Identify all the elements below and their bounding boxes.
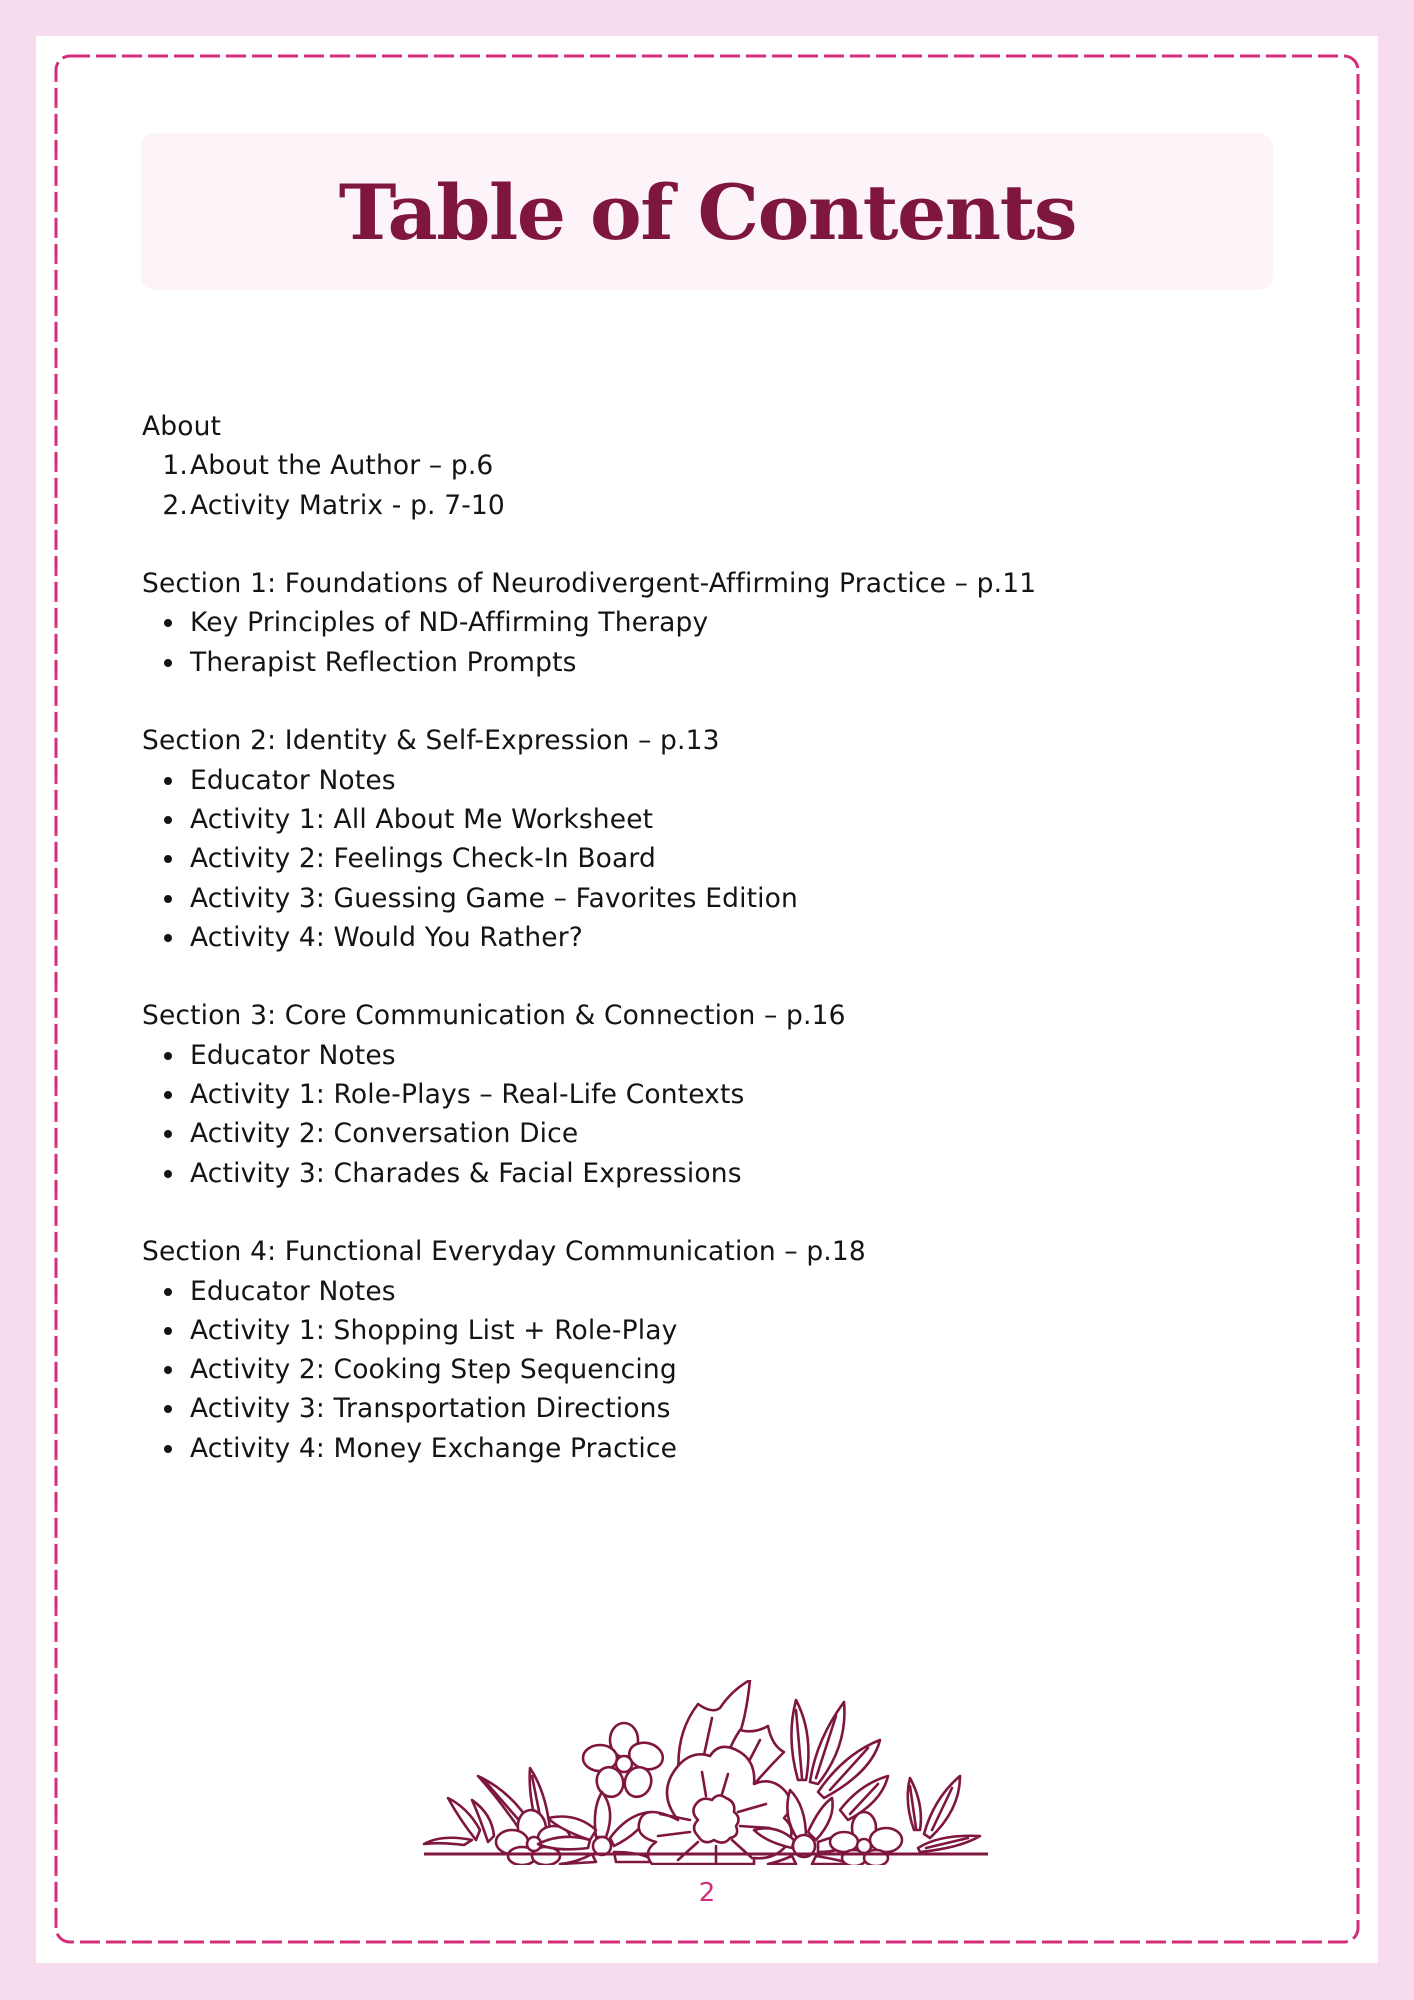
toc-item-label: Activity Matrix - p. 7-10 — [190, 489, 505, 521]
toc-heading-section-1[interactable]: Section 1: Foundations of Neurodivergent-Affirming Practice – p.11 — [142, 568, 1037, 600]
toc-item[interactable] — [142, 486, 1242, 525]
bullet-icon — [164, 659, 172, 667]
toc-heading-section-2[interactable]: Section 2: Identity & Self-Expression – p.13 — [142, 725, 720, 757]
toc-item[interactable] — [142, 1350, 1242, 1389]
toc-item[interactable] — [142, 1429, 1242, 1468]
toc-item-label: Activity 2: Conversation Dice — [190, 1118, 579, 1150]
toc-item-label: Activity 1: All About Me Worksheet — [190, 803, 654, 835]
toc-item-label: Activity 2: Feelings Check-In Board — [190, 843, 656, 875]
toc-group-section-1 — [142, 564, 1242, 682]
bullet-icon — [164, 1091, 172, 1099]
toc-group-section-4 — [142, 1232, 1242, 1468]
bullet-icon — [164, 855, 172, 863]
bullet-icon — [164, 1445, 172, 1453]
toc-item[interactable] — [142, 800, 1242, 839]
toc-item-label: Activity 1: Role-Plays – Real-Life Contexts — [190, 1079, 745, 1111]
toc-item[interactable] — [142, 1154, 1242, 1193]
toc-item-label: Educator Notes — [190, 764, 396, 796]
toc-item-label: Activity 1: Shopping List + Role-Play — [190, 1314, 678, 1346]
toc-group-section-2 — [142, 721, 1242, 957]
toc-item[interactable] — [142, 839, 1242, 878]
bullet-icon — [164, 777, 172, 785]
bullet-icon — [164, 1405, 172, 1413]
toc-item[interactable] — [142, 603, 1242, 642]
bullet-icon — [164, 1052, 172, 1060]
toc-group-about — [142, 407, 1242, 525]
toc-item-label: About the Author – p.6 — [190, 450, 494, 482]
toc-item[interactable] — [142, 1075, 1242, 1114]
floral-line-art-icon — [420, 1680, 995, 1865]
toc-item[interactable] — [142, 1311, 1242, 1350]
toc-item[interactable] — [142, 1036, 1242, 1075]
bullet-icon — [164, 816, 172, 824]
bullet-icon — [164, 1327, 172, 1335]
bullet-icon — [164, 619, 172, 627]
toc-heading-section-4[interactable]: Section 4: Functional Everyday Communication – p.18 — [142, 1236, 866, 1268]
toc-item[interactable] — [142, 1272, 1242, 1311]
page-title: Table of Contents — [338, 167, 1076, 257]
toc-item-label: Therapist Reflection Prompts — [190, 646, 577, 678]
toc-group-section-3 — [142, 996, 1242, 1192]
toc-item-label: Activity 4: Money Exchange Practice — [190, 1432, 678, 1464]
toc-item-label: Activity 4: Would You Rather? — [190, 921, 583, 953]
bullet-icon — [164, 1288, 172, 1296]
toc-item-label: Activity 3: Charades & Facial Expressions — [190, 1157, 742, 1189]
title-banner — [141, 133, 1273, 290]
toc-item-label: Activity 2: Cooking Step Sequencing — [190, 1354, 677, 1386]
bullet-icon — [164, 895, 172, 903]
toc-item-label: Key Principles of ND-Affirming Therapy — [190, 607, 709, 639]
page-number: 2 — [698, 1878, 716, 1908]
toc-item[interactable] — [142, 1114, 1242, 1153]
table-of-contents — [142, 407, 1242, 1507]
toc-item-label: Activity 3: Guessing Game – Favorites Edition — [190, 882, 798, 914]
toc-item-label: Educator Notes — [190, 1275, 396, 1307]
toc-item[interactable] — [142, 1389, 1242, 1428]
toc-item[interactable] — [142, 643, 1242, 682]
list-number: 2. — [162, 489, 188, 521]
toc-heading-section-3[interactable]: Section 3: Core Communication & Connection – p.16 — [142, 1000, 846, 1032]
bullet-icon — [164, 1130, 172, 1138]
bullet-icon — [164, 934, 172, 942]
list-number: 1. — [162, 450, 188, 482]
toc-item-label: Educator Notes — [190, 1039, 396, 1071]
toc-item-label: Activity 3: Transportation Directions — [190, 1393, 671, 1425]
bullet-icon — [164, 1366, 172, 1374]
toc-item[interactable] — [142, 446, 1242, 485]
toc-item[interactable] — [142, 918, 1242, 957]
bullet-icon — [164, 1170, 172, 1178]
toc-item[interactable] — [142, 879, 1242, 918]
toc-item[interactable] — [142, 761, 1242, 800]
toc-heading-about[interactable]: About — [142, 411, 222, 442]
